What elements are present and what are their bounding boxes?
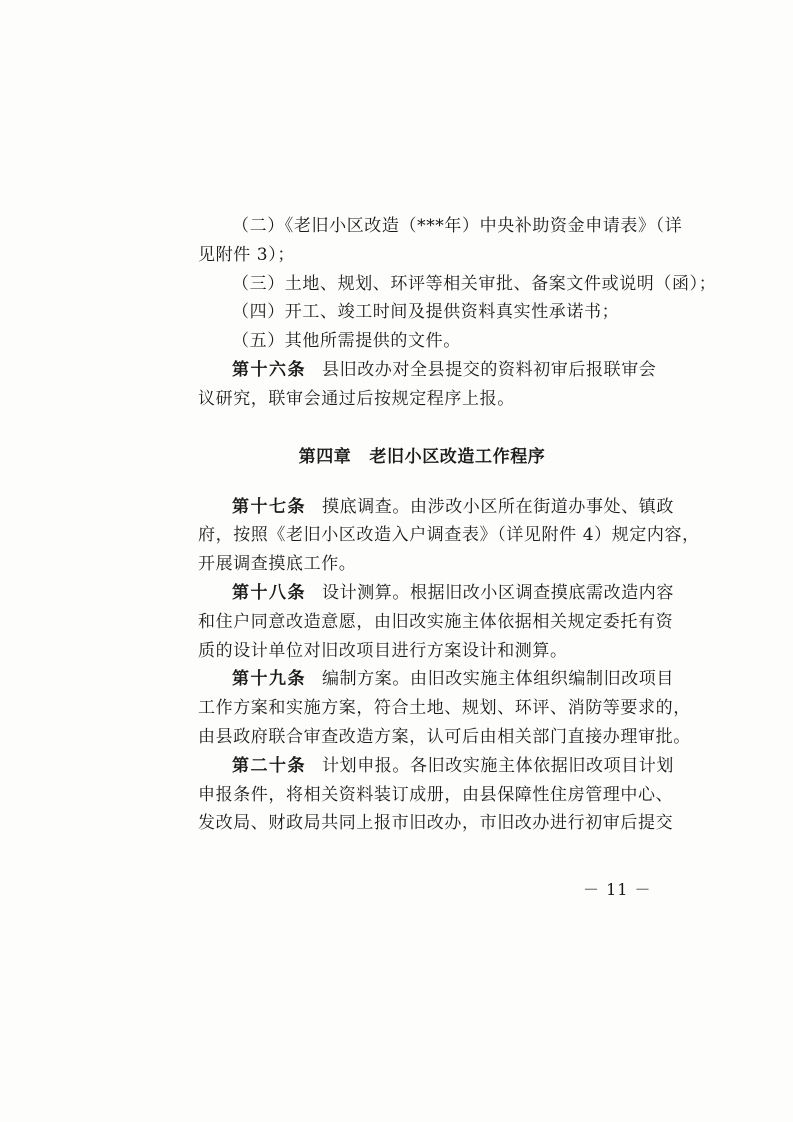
article-18-title: 第十八条 — [232, 582, 306, 603]
article-16-title: 第十六条 — [232, 359, 306, 380]
article-16-text: 县旧改办对全县提交的资料初审后报联审会 — [322, 359, 657, 380]
article-17-title: 第十七条 — [232, 496, 306, 517]
article-18-line2: 和住户同意改造意愿，由旧改实施主体依据相关规定委托有资 — [198, 611, 674, 632]
list-item-2-line1: （二）《老旧小区改造（***年）中央补助资金申请表》（详 — [232, 216, 683, 236]
article-17-line2: 府，按照《老旧小区改造入户调查表》（详见附件 4）规定内容， — [198, 525, 700, 546]
chapter-number: 第四章 — [298, 446, 352, 467]
article-19-line1 — [198, 665, 674, 694]
article-20-text: 计划申报。各旧改实施主体依据旧改项目计划 — [322, 755, 674, 776]
page-number: － 11 － — [583, 880, 652, 899]
article-19-title: 第十九条 — [232, 669, 306, 690]
article-17-line3: 开展调查摸底工作。 — [198, 554, 357, 575]
list-item-4: （四）开工、竣工时间及提供资料真实性承诺书； — [232, 302, 620, 323]
article-19-line3: 由县政府联合审查改造方案，认可后由相关部门直接办理审批。 — [198, 726, 691, 747]
article-18-line1 — [198, 579, 674, 608]
article-16-line1 — [198, 356, 657, 385]
list-item-2-line2: 见附件 3）； — [198, 244, 295, 265]
article-20-line3: 发改局、财政局共同上报市旧改办，市旧改办进行初审后提交 — [198, 813, 674, 834]
article-20-line2: 申报条件，将相关资料装订成册，由县保障性住房管理中心、 — [198, 784, 674, 805]
article-19-line2: 工作方案和实施方案，符合土地、规划、环评、消防等要求的， — [198, 698, 691, 719]
article-18-line3: 质的设计单位对旧改项目进行方案设计和测算。 — [198, 640, 568, 661]
article-18-text: 设计测算。根据旧改小区调查摸底需改造内容 — [322, 582, 674, 603]
document-body — [198, 212, 717, 838]
article-20-line1 — [198, 752, 674, 781]
chapter-title: 老旧小区改造工作程序 — [369, 446, 546, 467]
chapter-heading — [198, 442, 646, 467]
article-17-text: 摸底调查。由涉改小区所在街道办事处、镇政 — [322, 496, 674, 517]
article-20-title: 第二十条 — [232, 755, 306, 776]
list-item-3: （三）土地、规划、环评等相关审批、备案文件或说明（函）； — [232, 273, 717, 294]
list-item-5: （五）其他所需提供的文件。 — [232, 331, 461, 352]
article-19-text: 编制方案。由旧改实施主体组织编制旧改项目 — [322, 669, 674, 690]
article-17-line1 — [198, 493, 674, 522]
article-16-line2: 议研究，联审会通过后按规定程序上报。 — [198, 388, 515, 409]
